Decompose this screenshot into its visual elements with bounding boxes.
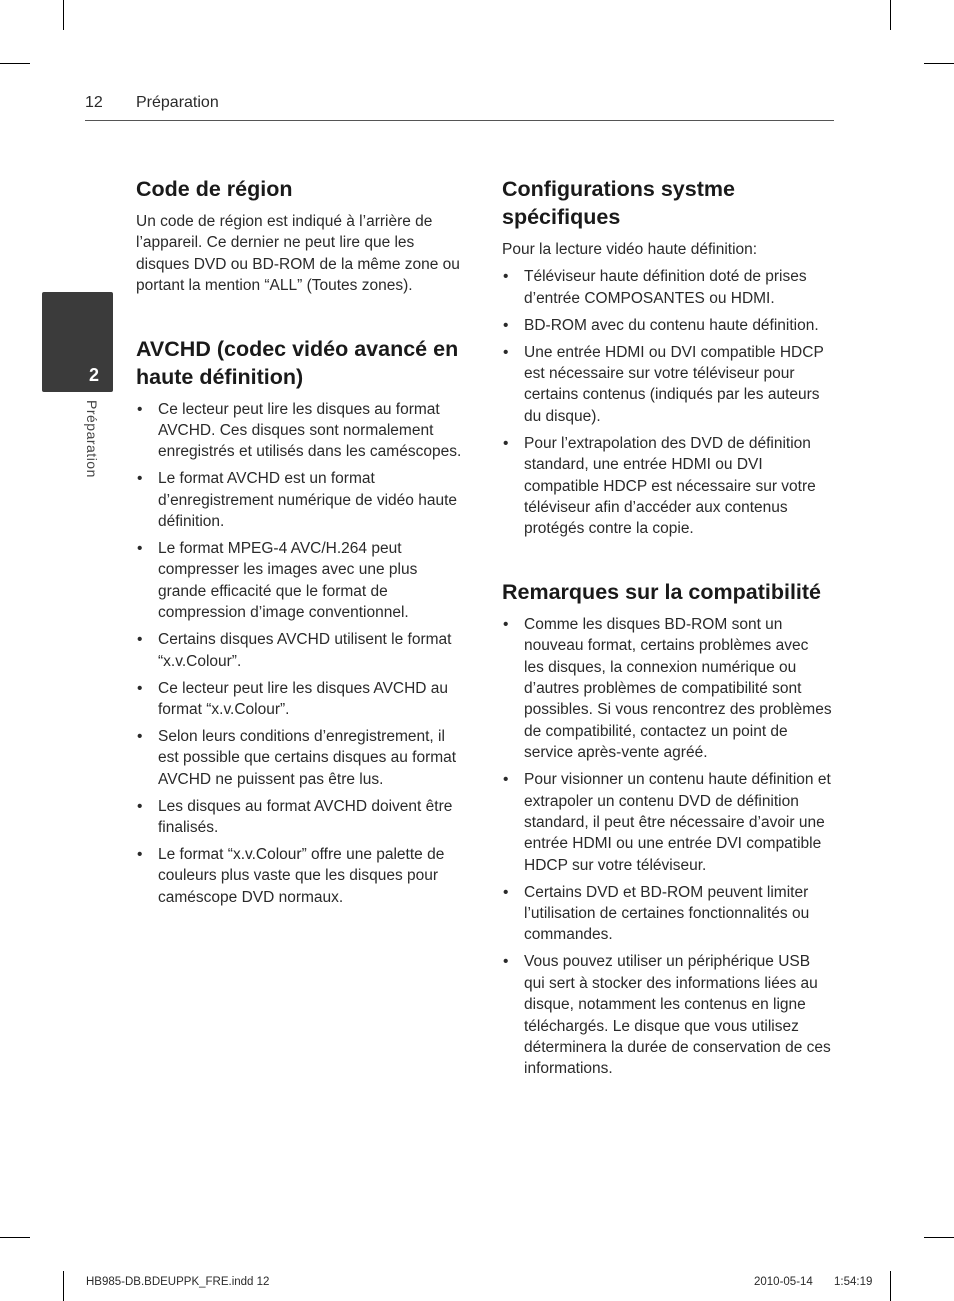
bullet-icon: • [137,631,143,649]
bullet-icon: • [503,343,509,361]
list-item-text: Comme les disques BD-ROM sont un nouveau format, certains problèmes avec les disques, la connexion numérique ou d’autres problèmes de compatibilité sont possibles. Si vous rencontrez des problèmes de compatibilité, contactez un point de service après-vente agréé. [524,615,832,762]
bullet-icon: • [137,540,143,558]
chapter-side-label-text: Préparation [84,400,100,478]
footer-filename: HB985-DB.BDEUPPK_FRE.indd 12 [86,1276,270,1288]
list-item [502,614,832,764]
section [502,175,832,540]
page-header [85,94,834,121]
list-item [502,769,832,876]
list-item-text: Une entrée HDMI ou DVI compatible HDCP est nécessaire sur votre téléviseur pour certains contenus (indiqués par les auteurs du disque). [524,343,824,425]
page-number: 12 [85,94,103,111]
list-item-text: Les disques au format AVCHD doivent être finalisés. [158,797,453,836]
list-item-text: Téléviseur haute définition doté de prises d’entrée COMPOSANTES ou HDMI. [524,268,807,307]
list-item [502,433,832,540]
list-item-text: Pour l’extrapolation des DVD de définition standard, une entrée HDMI ou DVI compatible HDCP est nécessaire sur votre téléviseur afin d’accéder aux contenus protégés contre la copie. [524,434,816,538]
list-item [136,726,466,790]
crop-mark [890,1271,891,1301]
bullet-icon: • [137,470,143,488]
crop-mark [0,63,30,64]
bullet-icon: • [137,679,143,697]
list-item-text: Le format “x.v.Colour” offre une palette de couleurs plus vaste que les disques pour caméscope DVD normaux. [158,845,445,906]
crop-mark [63,1271,64,1301]
bullet-icon: • [137,797,143,815]
left-column [136,175,466,946]
list-item [502,315,832,336]
list-item [502,342,832,428]
bullet-icon: • [503,615,509,633]
list-item [502,882,832,946]
list-item [136,678,466,721]
right-column [502,175,832,1118]
crop-mark [924,63,954,64]
list-item-text: Ce lecteur peut lire les disques AVCHD au format “x.v.Colour”. [158,679,449,718]
bullet-icon: • [503,434,509,452]
list-item-text: Certains DVD et BD-ROM peuvent limiter l’utilisation de certaines fonctionnalités ou commandes. [524,883,810,944]
list-item [502,266,832,309]
bullet-list [502,266,832,539]
chapter-number: 2 [88,365,99,385]
list-item-text: Pour visionner un contenu haute définition et extrapoler un contenu DVD de définition standard, il peut être nécessaire d’avoir une entrée HDMI ou une entrée DVI compatible HDCP sur votre téléviseur. [524,771,831,874]
bullet-icon: • [503,953,509,971]
list-item-text: Selon leurs conditions d’enregistrement, il est possible que certains disques au format AVCHD ne puissent pas être lus. [158,727,457,788]
list-item-text: BD-ROM avec du contenu haute définition. [524,316,819,334]
bullet-icon: • [503,316,509,334]
bullet-icon: • [137,845,143,863]
section-paragraph: Un code de région est indiqué à l’arrière de l’appareil. Ce dernier ne peut lire que les disques DVD ou BD-ROM de la même zone ou portant la mention “ALL” (Toutes zones). [136,213,460,295]
section-title: Code de région [136,177,293,201]
crop-mark [924,1237,954,1238]
list-item-text: Le format MPEG-4 AVC/H.264 peut compresser les images avec une plus grande efficacité que le format de compression d’image conventionnel. [158,540,418,622]
bullet-icon: • [503,883,509,901]
bullet-icon: • [137,727,143,745]
crop-mark [63,0,64,30]
list-item [136,629,466,672]
footer-time: 1:54:19 [834,1276,873,1288]
footer-date: 2010-05-14 [754,1276,813,1288]
list-item [136,796,466,839]
chapter-tab [42,292,113,392]
section-title: AVCHD (codec vidéo avancé en haute définition) [136,336,459,389]
list-item [136,844,466,908]
list-item [136,468,466,532]
bullet-icon: • [503,268,509,286]
section-paragraph: Pour la lecture vidéo haute définition: [502,241,758,258]
list-item [136,399,466,463]
running-head: Préparation [136,94,219,111]
crop-mark [890,0,891,30]
bullet-list [136,399,466,908]
list-item [136,538,466,624]
section [136,175,466,297]
list-item-text: Le format AVCHD est un format d’enregistrement numérique de vidéo haute définition. [158,470,457,531]
bullet-icon: • [503,771,509,789]
section [502,578,832,1080]
section [136,335,466,908]
section-title: Remarques sur la compatibilité [502,579,822,604]
list-item-text: Certains disques AVCHD utilisent le format “x.v.Colour”. [158,631,452,670]
section-title: Configurations systme spécifiques [502,177,735,229]
list-item-text: Ce lecteur peut lire les disques au format AVCHD. Ces disques sont normalement enregistrés et utilisés dans les caméscopes. [158,400,462,461]
list-item-text: Vous pouvez utiliser un périphérique USB qui sert à stocker des informations liées au disque, notamment les contenus en ligne téléchargés. Le disque que vous utilisez déterminera la durée de conservation de ces informations. [524,953,831,1078]
chapter-side-label [82,400,102,500]
list-item [502,951,832,1079]
bullet-icon: • [137,400,143,418]
bullet-list [502,614,832,1080]
crop-mark [0,1237,30,1238]
